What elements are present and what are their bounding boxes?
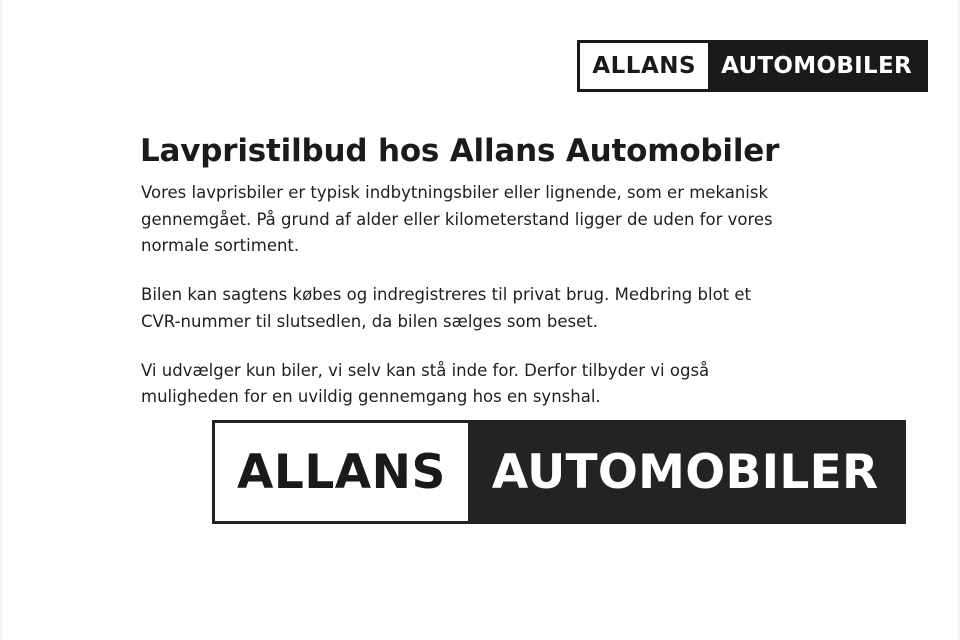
page-edge-left: [0, 0, 3, 640]
paragraph-1: Vores lavprisbiler er typisk indbytningsbiler eller lignende, som er mekanisk gennemgået. På grund af alder eller kilometerstand ligger de uden for vores normale sortiment.: [141, 183, 773, 256]
page-title: Lavpristilbud hos Allans Automobiler: [140, 132, 780, 169]
brand-logo-header: [577, 40, 928, 92]
brand-logo-header-left-text: ALLANS: [580, 43, 708, 89]
paragraph-2: Bilen kan sagtens købes og indregistreres til privat brug. Medbring blot et CVR-nummer til slutsedlen, da bilen sælges som beset.: [141, 285, 752, 331]
brand-logo-main-right-text: AUTOMOBILER: [468, 423, 903, 521]
brand-logo-main: [212, 420, 906, 524]
brand-logo-main-left-text: ALLANS: [215, 423, 468, 521]
brand-logo-header-right-text: AUTOMOBILER: [708, 43, 925, 89]
body-copy: [141, 180, 791, 411]
paragraph-3: Vi udvælger kun biler, vi selv kan stå inde for. Derfor tilbyder vi også muligheden for en uvildig gennemgang hos en synshal.: [141, 360, 710, 407]
